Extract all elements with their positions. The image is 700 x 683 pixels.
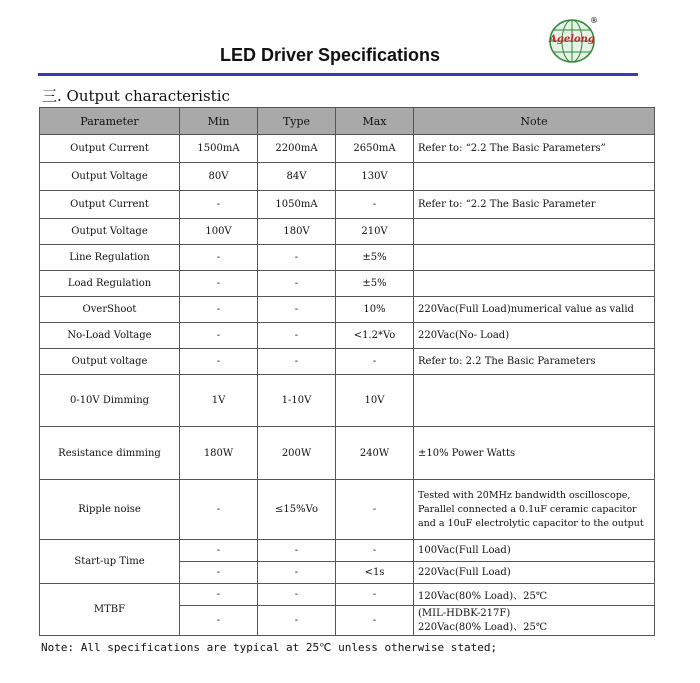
parameter-cell: Start-up Time <box>40 540 180 584</box>
note-line: 220Vac(80% Load)、25℃ <box>418 621 548 633</box>
note-cell: Refer to: “2.2 The Basic Parameter <box>414 191 655 219</box>
min-cell: - <box>180 606 258 636</box>
min-cell: - <box>180 297 258 323</box>
max-cell: - <box>336 349 414 375</box>
max-cell: ±5% <box>336 245 414 271</box>
table-row <box>40 191 655 219</box>
note-cell <box>414 245 655 271</box>
table-row <box>40 271 655 297</box>
type-cell: - <box>258 245 336 271</box>
min-cell: 1V <box>180 375 258 427</box>
max-cell: <1.2*Vo <box>336 323 414 349</box>
parameter-cell: No-Load Voltage <box>40 323 180 349</box>
parameter-cell: Output Current <box>40 135 180 163</box>
min-cell: - <box>180 480 258 540</box>
note-cell: Refer to: “2.2 The Basic Parameters” <box>414 135 655 163</box>
table-row <box>40 297 655 323</box>
table-row <box>40 219 655 245</box>
parameter-cell: Load Regulation <box>40 271 180 297</box>
type-cell: - <box>258 271 336 297</box>
type-cell: ≤15%Vo <box>258 480 336 540</box>
type-cell: 2200mA <box>258 135 336 163</box>
max-cell: ±5% <box>336 271 414 297</box>
max-cell: - <box>336 540 414 562</box>
max-cell: 10V <box>336 375 414 427</box>
table-row <box>40 480 655 540</box>
output-characteristic-table <box>39 107 655 636</box>
section-title: 三. Output characteristic <box>42 87 230 105</box>
note-cell: 220Vac(No- Load) <box>414 323 655 349</box>
note-cell: Tested with 20MHz bandwidth oscilloscope, Parallel connected a 0.1uF ceramic capacitor and a 10uF electrolytic capacitor to the output <box>414 480 655 540</box>
min-cell: - <box>180 323 258 349</box>
table-header-row <box>40 108 655 135</box>
note-cell: 100Vac(Full Load) <box>414 540 655 562</box>
type-cell: - <box>258 562 336 584</box>
min-cell: 80V <box>180 163 258 191</box>
table-row <box>40 323 655 349</box>
type-cell: - <box>258 349 336 375</box>
note-line: (MIL-HDBK-217F) <box>418 607 511 619</box>
note-cell <box>414 163 655 191</box>
min-cell: - <box>180 584 258 606</box>
max-cell: - <box>336 191 414 219</box>
parameter-cell: 0-10V Dimming <box>40 375 180 427</box>
parameter-cell: Output Voltage <box>40 163 180 191</box>
table-row <box>40 584 655 606</box>
parameter-cell: MTBF <box>40 584 180 636</box>
column-header: Type <box>258 108 336 135</box>
max-cell: - <box>336 480 414 540</box>
table-row <box>40 163 655 191</box>
type-cell: 84V <box>258 163 336 191</box>
type-cell: 180V <box>258 219 336 245</box>
note-cell <box>414 375 655 427</box>
type-cell: 200W <box>258 427 336 480</box>
type-cell: - <box>258 606 336 636</box>
parameter-cell: Line Regulation <box>40 245 180 271</box>
table-row <box>40 245 655 271</box>
column-header: Note <box>414 108 655 135</box>
parameter-cell: Output Voltage <box>40 219 180 245</box>
table-row <box>40 427 655 480</box>
logo-wordmark: Agelong <box>549 34 595 45</box>
max-cell: 2650mA <box>336 135 414 163</box>
min-cell: - <box>180 540 258 562</box>
column-header: Max <box>336 108 414 135</box>
table-row <box>40 375 655 427</box>
min-cell: 1500mA <box>180 135 258 163</box>
parameter-cell: Resistance dimming <box>40 427 180 480</box>
note-cell <box>414 219 655 245</box>
min-cell: - <box>180 271 258 297</box>
type-cell: - <box>258 584 336 606</box>
min-cell: - <box>180 349 258 375</box>
min-cell: 100V <box>180 219 258 245</box>
parameter-cell: OverShoot <box>40 297 180 323</box>
type-cell: - <box>258 297 336 323</box>
note-cell: Refer to: 2.2 The Basic Parameters <box>414 349 655 375</box>
table-row <box>40 135 655 163</box>
max-cell: - <box>336 606 414 636</box>
max-cell: - <box>336 584 414 606</box>
type-cell: 1-10V <box>258 375 336 427</box>
max-cell: 130V <box>336 163 414 191</box>
column-header: Min <box>180 108 258 135</box>
table-row <box>40 540 655 562</box>
parameter-cell: Output voltage <box>40 349 180 375</box>
table-row <box>40 349 655 375</box>
parameter-cell: Output Current <box>40 191 180 219</box>
min-cell: 180W <box>180 427 258 480</box>
note-cell: 220Vac(Full Load) <box>414 562 655 584</box>
note-cell: 120Vac(80% Load)、25℃ <box>414 584 655 606</box>
max-cell: <1s <box>336 562 414 584</box>
page-title: LED Driver Specifications <box>219 45 441 65</box>
note-cell <box>414 271 655 297</box>
column-header: Parameter <box>40 108 180 135</box>
min-cell: - <box>180 245 258 271</box>
header-divider <box>38 73 638 76</box>
type-cell: - <box>258 323 336 349</box>
footnote: Note: All specifications are typical at 25℃ unless otherwise stated; <box>41 641 498 654</box>
note-cell: ±10% Power Watts <box>414 427 655 480</box>
min-cell: - <box>180 191 258 219</box>
parameter-cell: Ripple noise <box>40 480 180 540</box>
type-cell: 1050mA <box>258 191 336 219</box>
registered-mark: ® <box>590 16 598 25</box>
min-cell: - <box>180 562 258 584</box>
max-cell: 10% <box>336 297 414 323</box>
type-cell: - <box>258 540 336 562</box>
note-cell <box>414 606 655 636</box>
max-cell: 240W <box>336 427 414 480</box>
max-cell: 210V <box>336 219 414 245</box>
note-cell: 220Vac(Full Load)numerical value as valid <box>414 297 655 323</box>
